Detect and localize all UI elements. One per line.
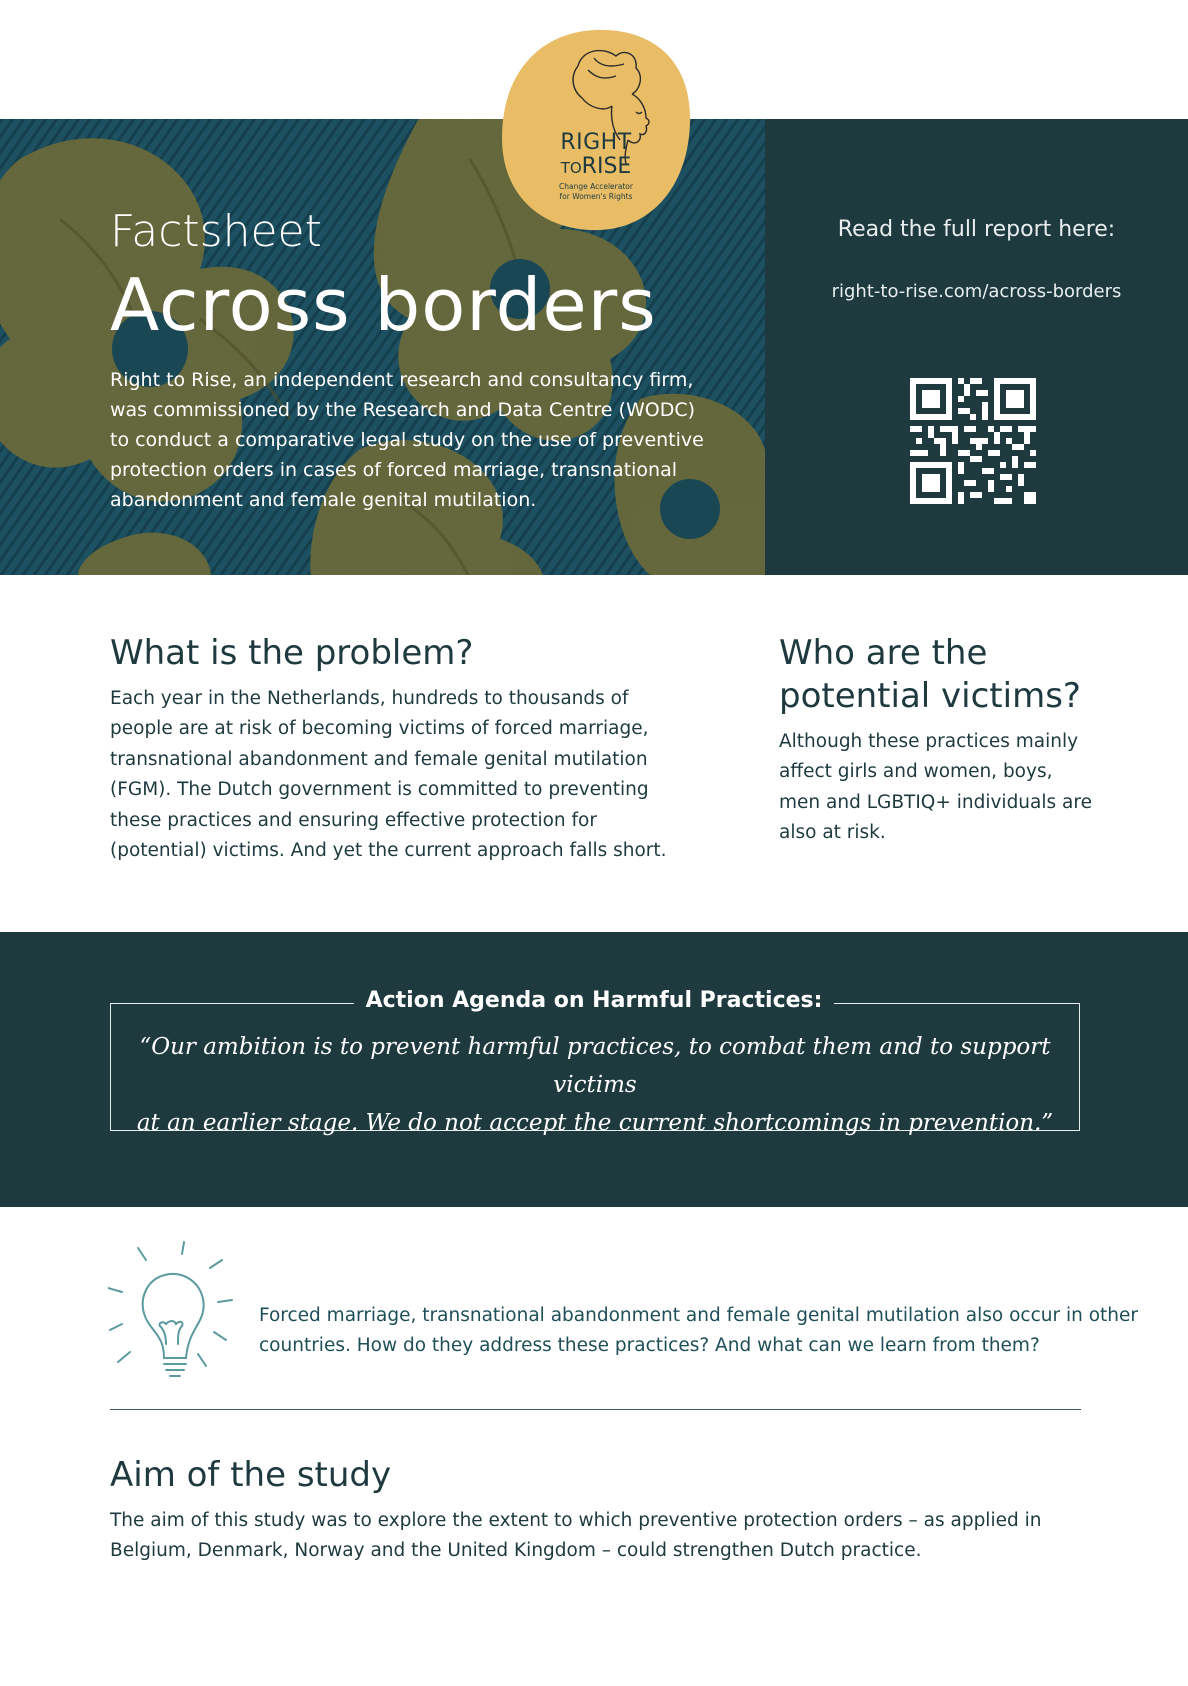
logo-torise-text: TORISE: [560, 154, 632, 179]
intro-paragraph: Right to Rise, an independent research and consultancy firm, was commissioned by the Research and Data Centre (WODC) to conduct a comparative legal study on the use of preventive protection orders in cases of forced marriage, transnational abandonment and female genital mutilation.: [110, 369, 704, 511]
victims-text: Although these practices mainly affect girls and women, boys, men and LGBTIQ+ individuals are also at risk.: [779, 731, 1092, 844]
qr-code-icon[interactable]: [910, 378, 1036, 504]
agenda-title: Action Agenda on Harmful Practices:: [0, 988, 1188, 1013]
right-to-rise-logo: [500, 28, 692, 232]
victims-heading: Who are the potential victims?: [779, 633, 1081, 716]
problem-text: Each year in the Netherlands, hundreds to thousands of people are at risk of becoming victims of forced marriage, transnational abandonment and female genital mutilation (FGM). The Dutch government is committed to preventing these practices and ensuring effective protection for (potential) victims. And yet the current approach falls short.: [110, 688, 667, 862]
problem-heading: What is the problem?: [110, 633, 474, 673]
report-label: Read the full report here:: [837, 217, 1116, 242]
agenda-quote: “Our ambition is to prevent harmful practices, to combat them and to support victims at an earlier stage. We do not accept the current shortcomings in prevention.”: [136, 1034, 1054, 1136]
logo-tagline: Change Accelerator for Women's Rights: [559, 182, 633, 201]
page-title: Across borders: [110, 263, 657, 347]
insight-text: Forced marriage, transnational abandonment and female genital mutilation also occur in other countries. How do they address these practices? And what can we learn from them?: [259, 1305, 1138, 1357]
report-link[interactable]: right-to-rise.com/across-borders: [831, 281, 1122, 302]
section-divider: [110, 1409, 1081, 1410]
action-agenda-section: [0, 932, 1188, 1207]
logo-right-text: RIGHT: [560, 130, 632, 155]
aim-text: The aim of this study was to explore the extent to which preventive protection orders – as applied in Belgium, Denmark, Norway and the United Kingdom – could strengthen Dutch practice.: [110, 1510, 1042, 1562]
report-panel: [765, 119, 1188, 575]
factsheet-label: Factsheet: [110, 206, 322, 257]
lightbulb-icon: [108, 1240, 238, 1380]
aim-heading: Aim of the study: [110, 1455, 392, 1495]
